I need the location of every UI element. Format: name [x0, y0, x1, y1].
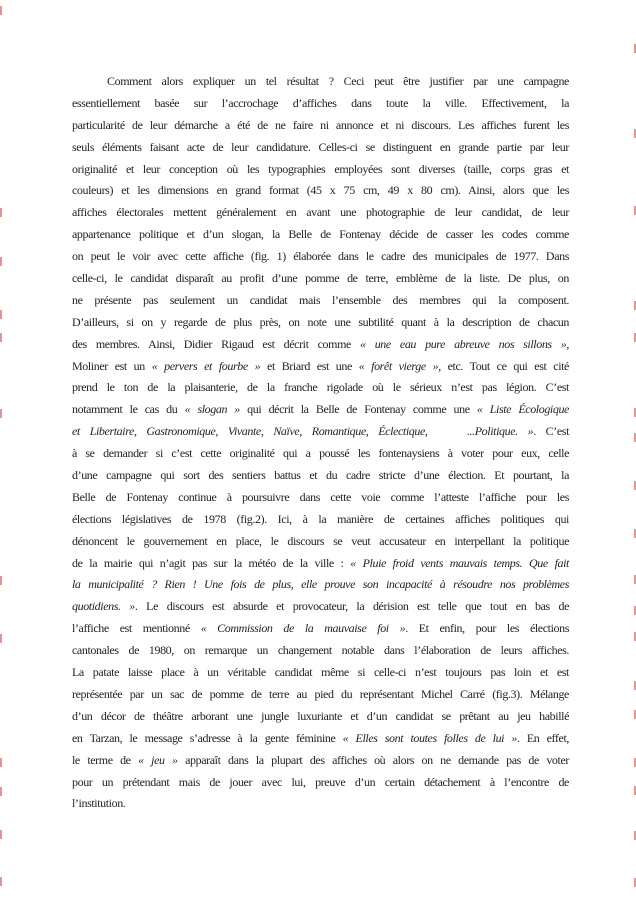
- text-segment-italic: « Pluie froid vents mauvais temps. Que fait: [350, 555, 569, 570]
- text-segment: l’affiche est mentionné: [72, 621, 201, 636]
- text-segment-italic: « jeu »: [138, 752, 178, 767]
- text-segment: en Tarzan, le message s’adresse à la gente féminine: [72, 730, 343, 745]
- text-segment: affiches électorales mettent généralement en avant une photographie de leur candidat, de leur: [72, 205, 569, 220]
- text-line: [72, 750, 569, 772]
- text-line: [72, 531, 569, 553]
- text-line: [72, 684, 569, 706]
- text-segment: . C’est: [533, 424, 569, 439]
- text-segment-italic: « forêt vierge »: [358, 358, 439, 373]
- red-edge-mark: [0, 208, 2, 217]
- text-line: [72, 443, 569, 465]
- text-segment: prend le ton de la plaisanterie, de la franche rigolade où le sérieux n’est pas légion. C’est: [72, 380, 569, 395]
- text-line: [72, 706, 569, 728]
- text-block: [72, 71, 569, 815]
- text-segment-italic: et Libertaire, Gastronomique, Vivante, Naïve, Romantique, Éclectique, ...Politique. »: [72, 424, 534, 439]
- text-line: [72, 421, 569, 443]
- text-line: [72, 640, 569, 662]
- text-line: [72, 356, 569, 378]
- text-segment: à se demander si c’est cette originalité qui a poussé les fontenaysiens à voter pour eux, celle: [72, 446, 569, 461]
- red-edge-mark: [0, 758, 2, 767]
- text-segment: seuls éléments faisant acte de leur candidature. Celles-ci se distinguent en grande partie par leur: [72, 139, 569, 154]
- text-segment: représentée par un sac de pomme de terre au pied du représentant Michel Carré (fig.3). Mélange: [72, 686, 569, 701]
- text-line: [72, 180, 569, 202]
- text-segment-italic: « Liste Écologique: [476, 402, 569, 417]
- text-line: [72, 793, 569, 815]
- text-segment: des membres. Ainsi, Didier Rigaud est décrit comme: [72, 336, 361, 351]
- text-line: [72, 772, 569, 794]
- red-edge-mark: [0, 257, 2, 266]
- text-segment: dénoncent le gouvernement en place, le discours se veut accusateur en interpellant la politique: [72, 533, 569, 548]
- red-edge-mark: [0, 634, 2, 643]
- text-line: [72, 377, 569, 399]
- text-segment-italic: quotidiens. »: [72, 599, 135, 614]
- text-segment-italic: la municipalité ? Rien ! Une fois de plus, elle prouve son incapacité à résoudre nos problèmes: [72, 577, 569, 592]
- text-segment: particularité de leur démarche a été de ne faire ni annonce et ni discours. Les affiches furent les: [72, 117, 569, 132]
- text-segment: pour un prétendant mais de jouer avec lui, preuve d’un certain détachement à l’encontre de: [72, 774, 569, 789]
- text-line: [72, 509, 569, 531]
- text-line: [72, 312, 569, 334]
- text-line: [72, 71, 569, 93]
- text-line: [72, 246, 569, 268]
- text-segment-italic: « une eau pure abreuve nos sillons »: [360, 336, 567, 351]
- text-segment: et Briard est une: [260, 358, 359, 373]
- text-segment: cantonales de 1980, on remarque un changement notable dans l’élaboration de leurs affiches.: [72, 643, 569, 658]
- text-line: [72, 618, 569, 640]
- text-segment: apparaît dans la plupart des affiches où alors on ne demande pas de voter: [177, 752, 569, 767]
- text-segment: La patate laisse place à un véritable candidat même si celle-ci n’est toujours pas loin et est: [72, 665, 569, 680]
- text-segment: d’un décor de théâtre arborant une jungle luxuriante et d’un candidat se prêtant au jeu habillé: [72, 708, 569, 723]
- text-line: [72, 268, 569, 290]
- text-line: [72, 224, 569, 246]
- text-segment: notamment le cas du: [72, 402, 185, 417]
- text-segment: ,: [566, 336, 569, 351]
- text-segment: appartenance politique et d’un slogan, la Belle de Fontenay décide de casser les codes comme: [72, 227, 569, 242]
- text-segment: élections législatives de 1978 (fig.2). Ici, à la manière de certaines affiches politiques qui: [72, 511, 569, 526]
- text-segment: l’institution.: [72, 796, 126, 811]
- text-line: [72, 334, 569, 356]
- text-segment: Moliner est un: [72, 358, 152, 373]
- text-line: [72, 137, 569, 159]
- text-segment: couleurs) et les dimensions en grand format (45 x 75 cm, 49 x 80 cm). Ainsi, alors que les: [72, 183, 569, 198]
- text-line: [72, 465, 569, 487]
- text-segment: celle-ci, le candidat disparaît au profit d’une pomme de terre, emblème de la liste. De plus, on: [72, 271, 569, 286]
- text-line: [72, 93, 569, 115]
- text-line: [72, 115, 569, 137]
- red-edge-mark: [0, 333, 2, 342]
- red-edge-mark: [0, 576, 2, 585]
- text-segment: D’ailleurs, si on y regarde de plus près, on note une subtilité quant à la description de chacun: [72, 314, 569, 329]
- text-line: [72, 399, 569, 421]
- text-line: [72, 159, 569, 181]
- red-edge-mark: [0, 787, 2, 796]
- text-segment: Comment alors expliquer un tel résultat ? Ceci peut être justifier par une campagne: [107, 74, 569, 88]
- red-edge-mark: [0, 830, 2, 839]
- text-line: [72, 202, 569, 224]
- text-segment: on peut le voir avec cette affiche (fig. 1) élaborée dans le cadre des municipales de 1977. Dans: [72, 249, 569, 264]
- red-edge-mark: [0, 310, 2, 319]
- text-line: [72, 596, 569, 618]
- text-segment: de la mairie qui n’agit pas sur la météo de la ville :: [72, 555, 351, 570]
- red-edge-mark: [0, 6, 2, 15]
- text-line: [72, 728, 569, 750]
- text-segment: , etc. Tout ce qui est cité: [438, 358, 569, 373]
- red-edge-mark: [0, 877, 2, 886]
- text-segment: d’une campagne qui sort des sentiers battus et du cadre stricte d’une élection. Et pourtant, la: [72, 468, 569, 483]
- text-segment: qui décrit la Belle de Fontenay comme une: [239, 402, 477, 417]
- text-segment-italic: « Elles sont toutes folles de lui »: [342, 730, 517, 745]
- text-segment: le terme de: [72, 752, 139, 767]
- text-segment: essentiellement basée sur l’accrochage d’affiches dans toute la ville. Effectivement, la: [72, 95, 569, 110]
- text-segment-italic: « Commission de la mauvaise foi »: [200, 621, 406, 636]
- text-segment: ne présente pas seulement un candidat mais l’ensemble des membres qui la composent.: [72, 292, 569, 307]
- text-segment: . Et enfin, pour les élections: [405, 621, 569, 636]
- text-line: [72, 290, 569, 312]
- text-line: [72, 662, 569, 684]
- text-segment: . Le discours est absurde et provocateur, la dérision est telle que tout en bas de: [134, 599, 569, 614]
- text-segment-italic: « pervers et fourbe »: [151, 358, 261, 373]
- text-segment: originalité et leur conception où les typographies employées sont diverses (taille, corps gras et: [72, 161, 569, 176]
- text-line: [72, 487, 569, 509]
- text-line: [72, 553, 569, 575]
- red-edge-mark: [0, 409, 2, 418]
- text-segment: Belle de Fontenay continue à poursuivre dans cette voie comme l’atteste l’affiche pour les: [72, 489, 569, 504]
- text-segment: . En effet,: [516, 730, 569, 745]
- text-line: [72, 574, 569, 596]
- text-segment-italic: « slogan »: [184, 402, 240, 417]
